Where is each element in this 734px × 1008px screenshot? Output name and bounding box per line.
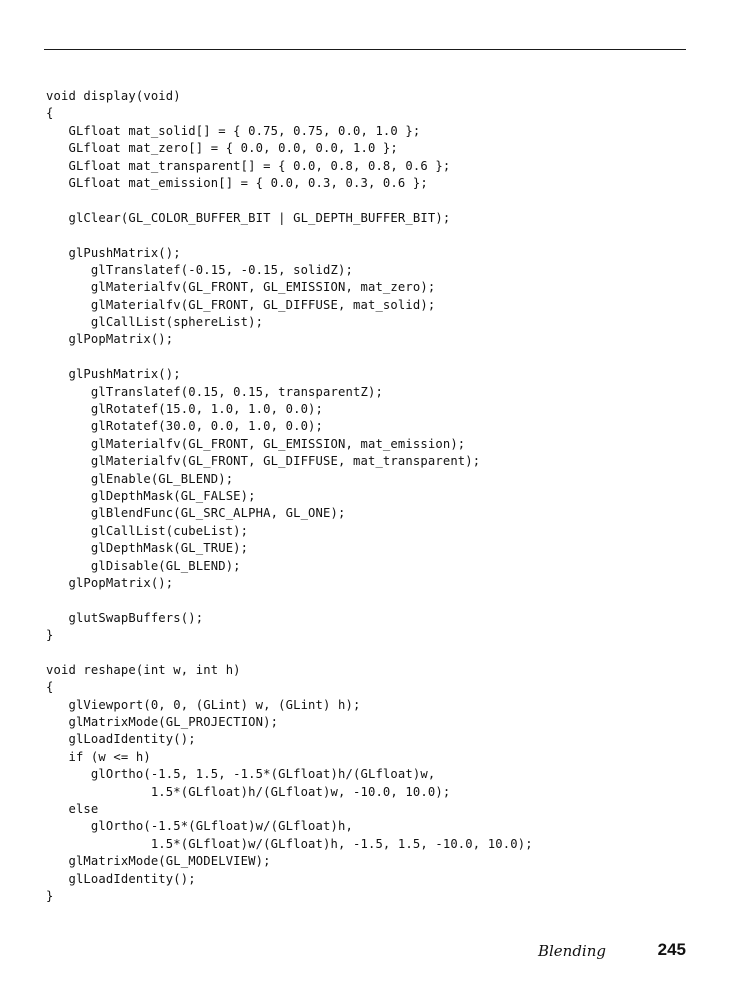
running-footer-title: Blending (537, 942, 606, 960)
code-line: glViewport(0, 0, (GLint) w, (GLint) h); (46, 697, 361, 712)
code-line (46, 645, 533, 662)
code-line: 1.5*(GLfloat)w/(GLfloat)h, -1.5, 1.5, -10.0, 10.0); (46, 836, 533, 851)
code-line: { (46, 680, 54, 695)
code-line (46, 192, 533, 209)
code-line: glDepthMask(GL_TRUE); (46, 541, 249, 556)
code-line: glOrtho(-1.5, 1.5, -1.5*(GLfloat)h/(GLfloat)w, (46, 767, 436, 782)
code-line: glClear(GL_COLOR_BUFFER_BIT | GL_DEPTH_BUFFER_BIT); (46, 210, 451, 225)
code-line: glEnable(GL_BLEND); (46, 471, 234, 486)
code-line: void display(void) (46, 89, 181, 103)
code-line: glLoadIdentity(); (46, 871, 196, 886)
code-line: { (46, 106, 54, 121)
code-line: glRotatef(30.0, 0.0, 1.0, 0.0); (46, 419, 324, 434)
code-listing (46, 88, 533, 905)
code-line: glutSwapBuffers(); (46, 610, 204, 625)
code-line: glTranslatef(-0.15, -0.15, solidZ); (46, 262, 353, 277)
code-line: GLfloat mat_solid[] = { 0.75, 0.75, 0.0, 1.0 }; (46, 123, 421, 138)
code-line: GLfloat mat_emission[] = { 0.0, 0.3, 0.3, 0.6 }; (46, 175, 428, 190)
code-line: 1.5*(GLfloat)h/(GLfloat)w, -10.0, 10.0); (46, 784, 451, 799)
code-line: glDisable(GL_BLEND); (46, 558, 241, 573)
code-line: glMaterialfv(GL_FRONT, GL_EMISSION, mat_zero); (46, 280, 436, 295)
code-line: glPushMatrix(); (46, 367, 181, 382)
header-rule (44, 49, 686, 50)
page-number: 245 (657, 940, 686, 959)
code-line: GLfloat mat_transparent[] = { 0.0, 0.8, 0.8, 0.6 }; (46, 158, 451, 173)
code-line: glPopMatrix(); (46, 575, 174, 590)
code-line: glOrtho(-1.5*(GLfloat)w/(GLfloat)h, (46, 819, 353, 834)
code-line: glCallList(cubeList); (46, 523, 249, 538)
code-line: else (46, 802, 99, 817)
code-line (46, 227, 533, 244)
code-line: glRotatef(15.0, 1.0, 1.0, 0.0); (46, 402, 324, 417)
code-line: } (46, 888, 54, 903)
code-line: glDepthMask(GL_FALSE); (46, 488, 256, 503)
code-line: } (46, 628, 54, 643)
code-line: glMatrixMode(GL_MODELVIEW); (46, 854, 271, 869)
code-line: GLfloat mat_zero[] = { 0.0, 0.0, 0.0, 1.0 }; (46, 141, 398, 156)
code-line (46, 349, 533, 366)
code-line: glMaterialfv(GL_FRONT, GL_EMISSION, mat_emission); (46, 436, 466, 451)
code-line: glPopMatrix(); (46, 332, 174, 347)
code-line: glPushMatrix(); (46, 245, 181, 260)
code-line: void reshape(int w, int h) (46, 662, 241, 677)
code-line: glMatrixMode(GL_PROJECTION); (46, 715, 279, 730)
code-line: if (w <= h) (46, 749, 151, 764)
code-line: glMaterialfv(GL_FRONT, GL_DIFFUSE, mat_solid); (46, 297, 436, 312)
code-line: glBlendFunc(GL_SRC_ALPHA, GL_ONE); (46, 506, 346, 521)
code-line (46, 592, 533, 609)
code-line: glLoadIdentity(); (46, 732, 196, 747)
code-line: glCallList(sphereList); (46, 315, 264, 330)
code-line: glMaterialfv(GL_FRONT, GL_DIFFUSE, mat_transparent); (46, 454, 481, 469)
code-line: glTranslatef(0.15, 0.15, transparentZ); (46, 384, 383, 399)
